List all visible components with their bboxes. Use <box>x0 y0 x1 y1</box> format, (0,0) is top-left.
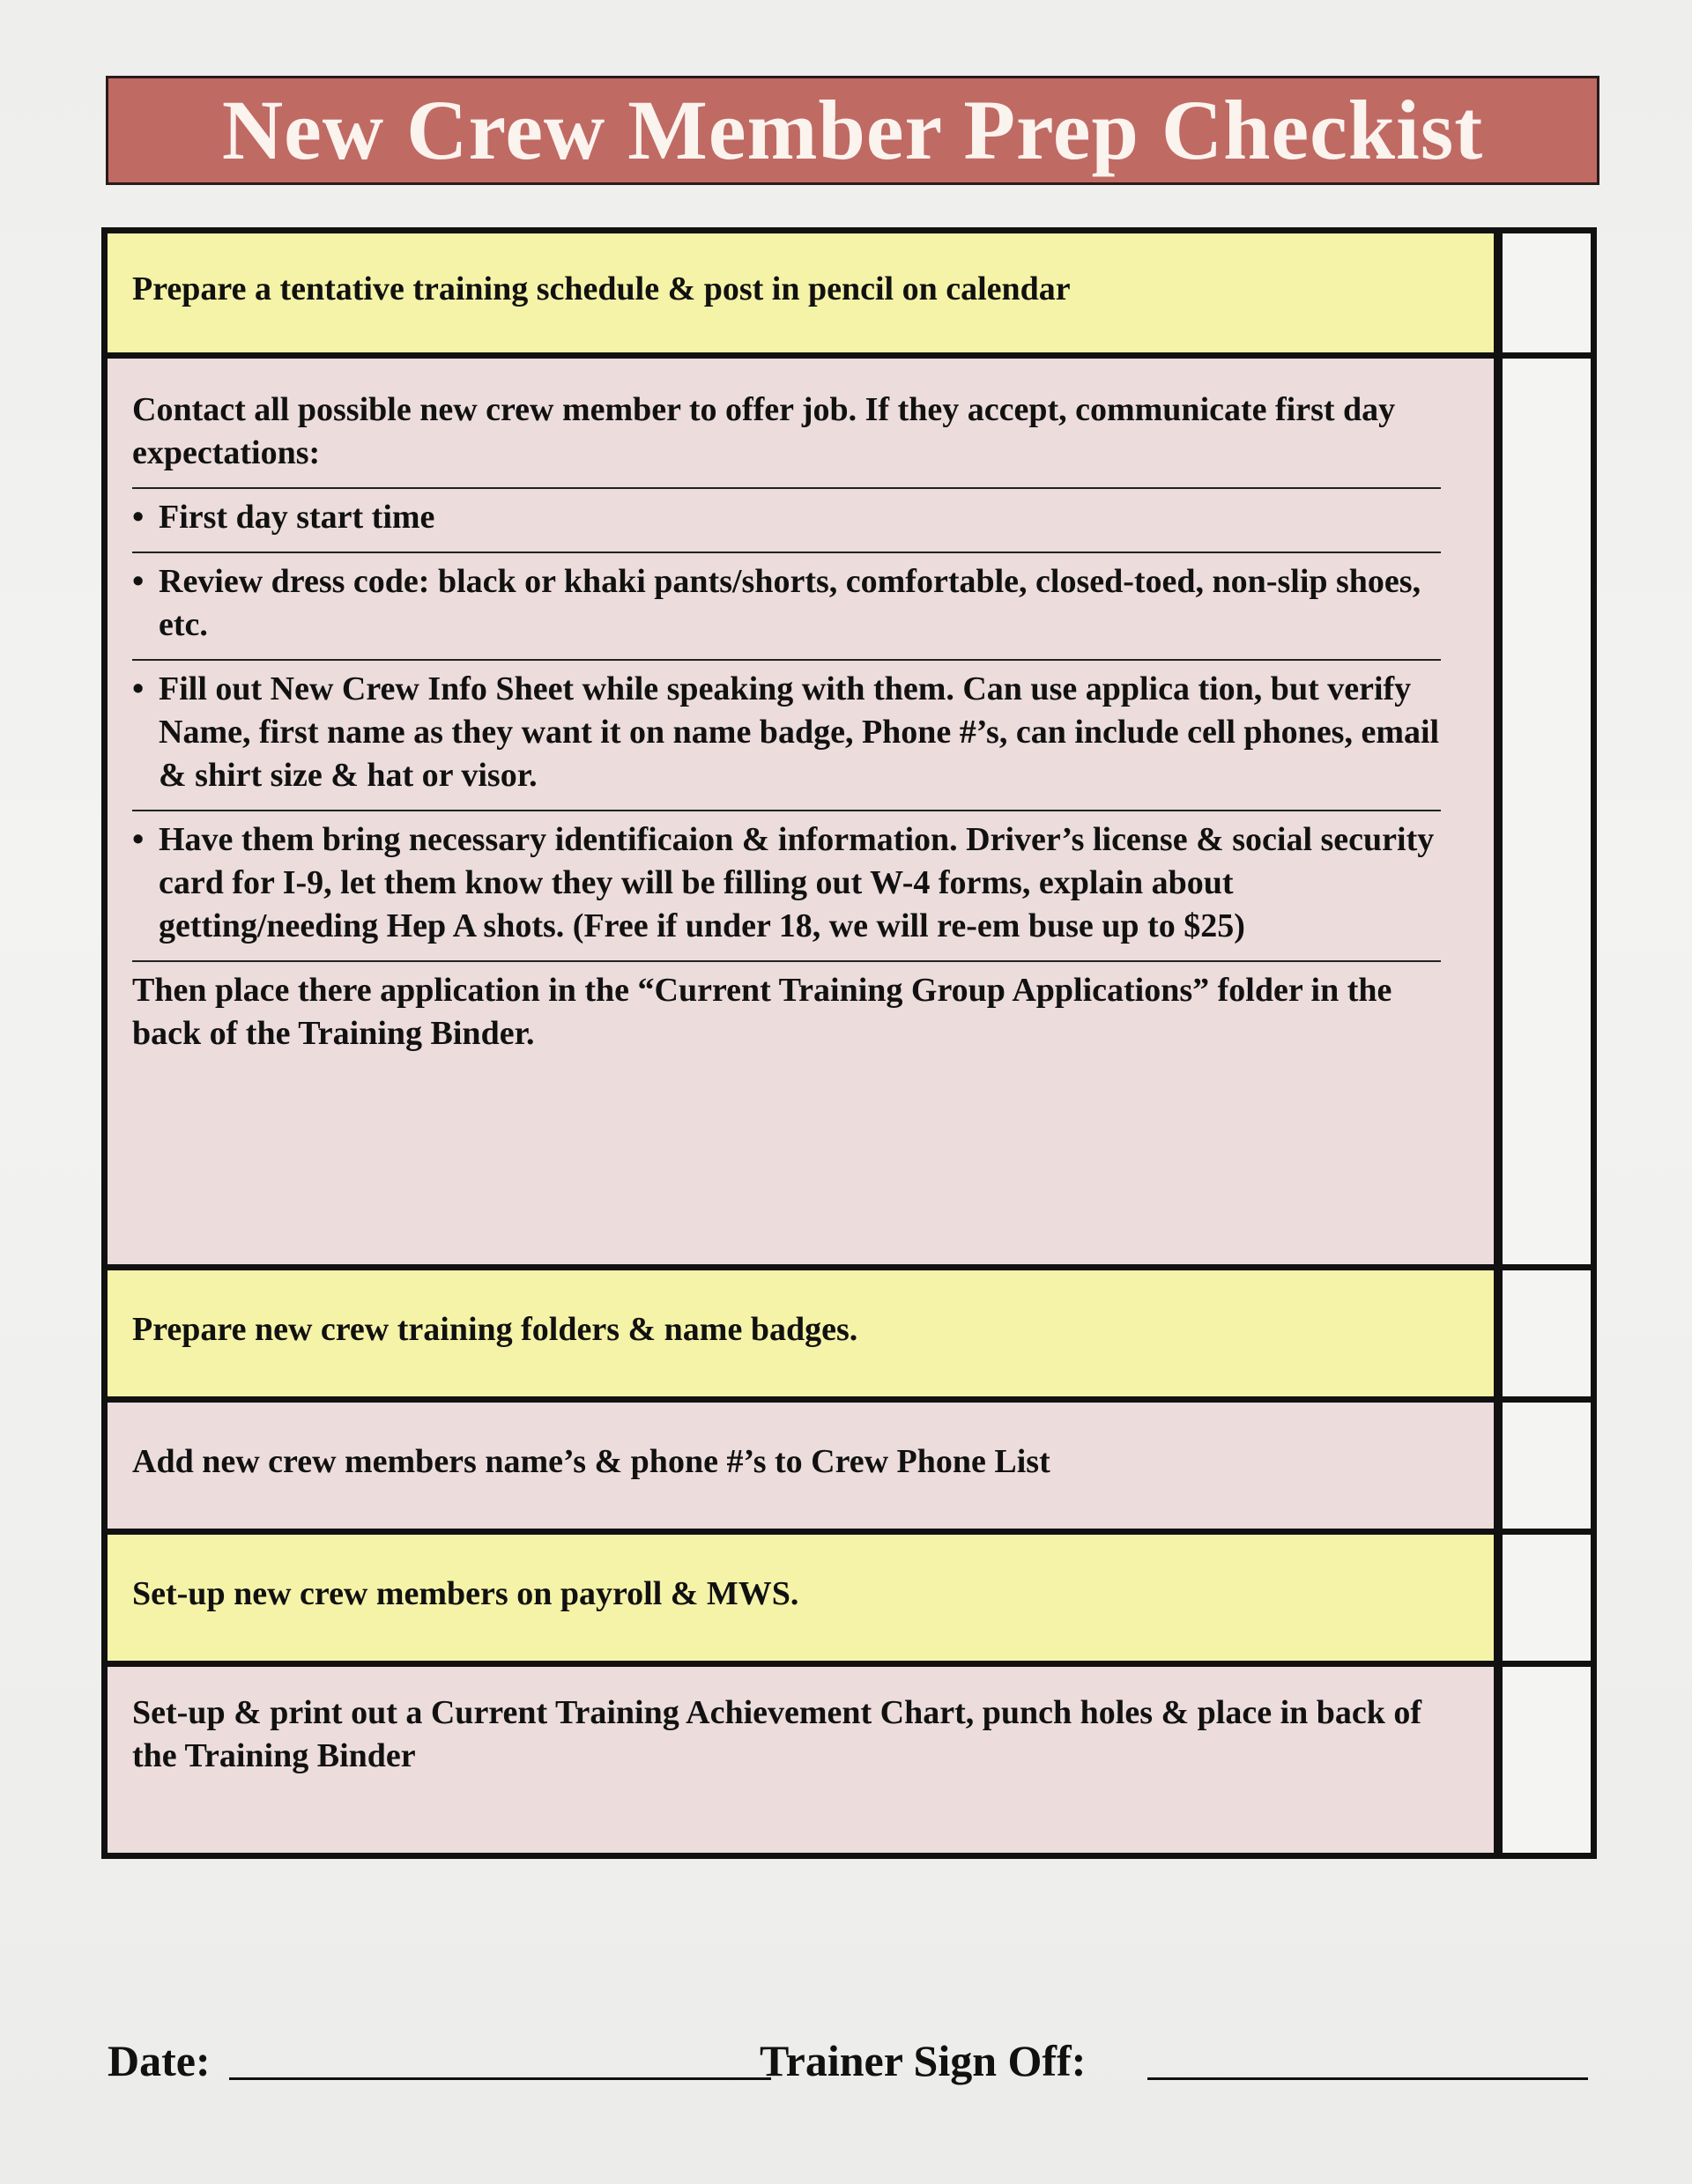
checklist-row-2 <box>108 359 1591 1270</box>
task-text: Set-up new crew members on payroll & MWS. <box>108 1535 1503 1661</box>
bullet-item-identification: • Have them bring necessary identificaion & information. Driver’s license & social security card for I-9, let them know they will be filling out W-4 forms, explain about getting/needing Hep A shots. (Free if under 18, we will re-em buse up to $25) <box>132 811 1441 962</box>
checklist-row-6 <box>108 1667 1591 1853</box>
task-text: Add new crew members name’s & phone #’s to Crew Phone List <box>108 1403 1503 1529</box>
trainer-signoff-label: Trainer Sign Off: <box>760 2036 1087 2085</box>
bullet-item-dress-code: • Review dress code: black or khaki pants/shorts, comfortable, closed-toed, non-slip shoes, etc. <box>132 553 1441 661</box>
checklist-row-1 <box>108 233 1591 359</box>
task-text-group <box>108 359 1503 1264</box>
task-outro: Then place there application in the “Current Training Group Applications” folder in the back of the Training Binder. <box>132 972 1392 1052</box>
checkbox-1[interactable] <box>1503 233 1591 352</box>
task-intro: Contact all possible new crew member to offer job. If they accept, communicate first day expectations: <box>132 383 1441 489</box>
page-title: New Crew Member Prep Checkist <box>221 83 1484 177</box>
bullet-item-start-time: • First day start time <box>132 489 1441 553</box>
bullet-item-info-sheet: • Fill out New Crew Info Sheet while speaking with them. Can use applica tion, but verify Name, first name as they want it on name badge, Phone #’s, can include cell phones, email & shirt size & hat or visor. <box>132 661 1441 811</box>
signoff-footer <box>108 2026 1597 2097</box>
trainer-signoff-line[interactable] <box>1147 2077 1588 2080</box>
task-text: Prepare a tentative training schedule & post in pencil on calendar <box>108 233 1503 352</box>
title-banner <box>106 76 1599 185</box>
checkbox-3[interactable] <box>1503 1270 1591 1396</box>
task-text: Set-up & print out a Current Training Achievement Chart, punch holes & place in back of the Training Binder <box>108 1667 1503 1853</box>
checkbox-4[interactable] <box>1503 1403 1591 1529</box>
task-text: Prepare new crew training folders & name badges. <box>108 1270 1503 1396</box>
checklist-table <box>101 227 1597 1859</box>
date-line[interactable] <box>229 2077 771 2080</box>
checklist-row-4 <box>108 1403 1591 1535</box>
checkbox-6[interactable] <box>1503 1667 1591 1853</box>
date-label: Date: <box>108 2036 211 2085</box>
checkbox-2[interactable] <box>1503 359 1591 1264</box>
checklist-row-5 <box>108 1535 1591 1667</box>
checkbox-5[interactable] <box>1503 1535 1591 1661</box>
checklist-row-3 <box>108 1270 1591 1403</box>
